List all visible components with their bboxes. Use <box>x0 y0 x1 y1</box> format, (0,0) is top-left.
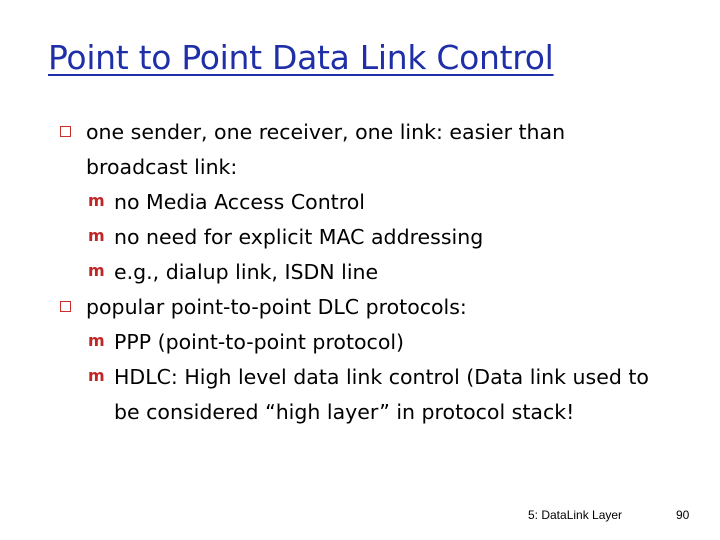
footer-label: 5: DataLink Layer <box>528 508 623 522</box>
sub-bullet-text: HDLC: High level data link control (Data link used to be considered “high layer” in protocol stack! <box>114 365 649 424</box>
m-bullet-icon: m <box>88 261 104 280</box>
slide-content <box>58 115 658 430</box>
sub-bullet-item <box>86 255 658 290</box>
sub-bullet-text: e.g., dialup link, ISDN line <box>114 260 379 284</box>
slide-title: Point to Point Data Link Control <box>48 38 554 77</box>
m-bullet-icon: m <box>88 226 104 245</box>
square-bullet-icon <box>60 301 71 312</box>
sub-bullet-item <box>86 360 658 430</box>
sub-bullet-text: PPP (point-to-point protocol) <box>114 330 405 354</box>
sub-bullet-text: no Media Access Control <box>114 190 365 214</box>
m-bullet-icon: m <box>88 331 104 350</box>
bullet-item <box>58 115 658 185</box>
bullet-item <box>58 290 658 325</box>
square-bullet-icon <box>60 126 71 137</box>
bullet-text: one sender, one receiver, one link: easier than broadcast link: <box>86 120 566 179</box>
m-bullet-icon: m <box>88 366 104 385</box>
sub-bullet-item <box>86 220 658 255</box>
bullet-text: popular point-to-point DLC protocols: <box>86 295 467 319</box>
m-bullet-icon: m <box>88 191 104 210</box>
sub-bullet-item <box>86 325 658 360</box>
sub-bullet-text: no need for explicit MAC addressing <box>114 225 484 249</box>
page-number: 90 <box>676 508 690 522</box>
sub-bullet-item <box>86 185 658 220</box>
